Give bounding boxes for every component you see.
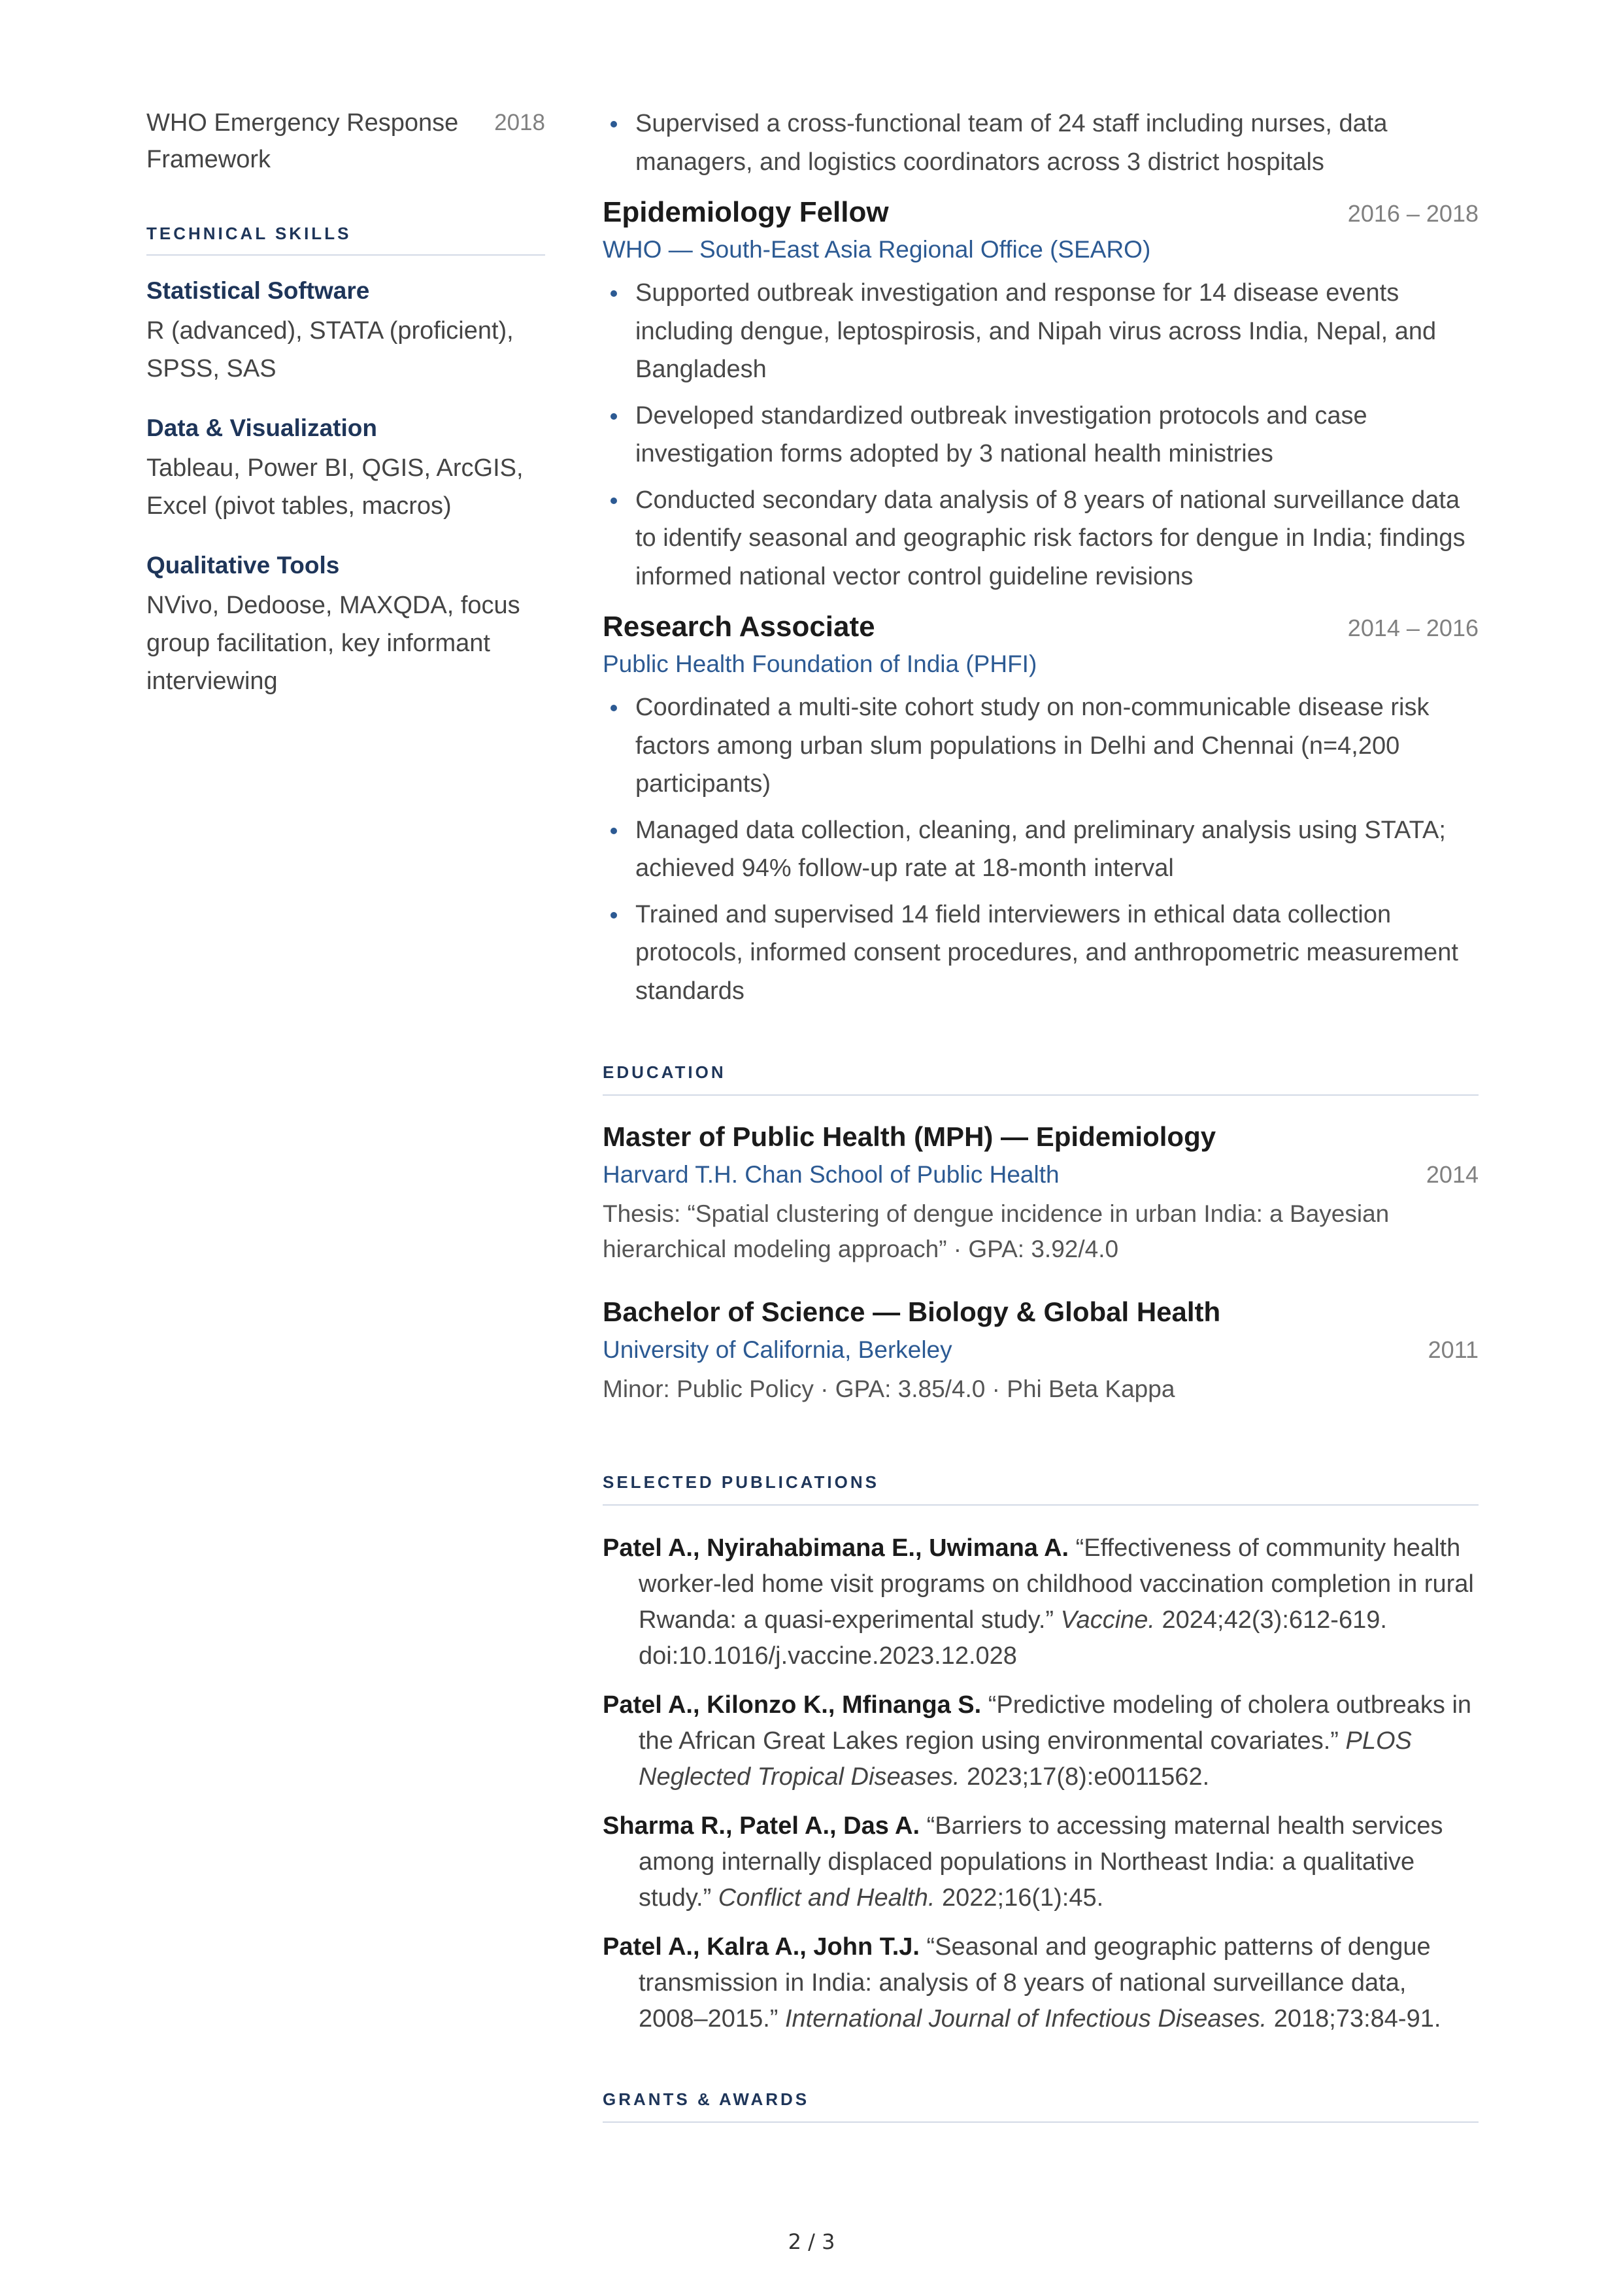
publication-item bbox=[603, 1808, 1479, 1916]
bullet-item: Developed standardized outbreak investigation protocols and case investigation forms adopted by 3 national health ministries bbox=[603, 397, 1479, 473]
page-number: 2 / 3 bbox=[788, 2229, 835, 2254]
education-heading: EDUCATION bbox=[603, 1062, 1479, 1096]
bullet-dot-icon bbox=[611, 705, 617, 711]
publication-item bbox=[603, 1929, 1479, 2037]
certification-entry bbox=[146, 105, 545, 178]
publication-citation: 2023;17(8):e0011562. bbox=[960, 1763, 1210, 1791]
skill-category-title: Statistical Software bbox=[146, 277, 370, 304]
publication-journal: PLOS Neglected Tropical Diseases. bbox=[639, 1727, 1412, 1791]
publication-title: “Seasonal and geographic patterns of dengue transmission in India: analysis of 8 years of national surveillance data, 2008–2015.” bbox=[639, 1933, 1431, 2033]
bullet-item: Coordinated a multi-site cohort study on non-communicable disease risk factors among urban slum populations in Delhi and Chennai (n=4,200 participants) bbox=[603, 688, 1479, 803]
skill-category-text: Tableau, Power BI, QGIS, ArcGIS, Excel (pivot tables, macros) bbox=[146, 454, 524, 520]
technical-skills-heading: TECHNICAL SKILLS bbox=[146, 224, 545, 256]
degree-detail: Minor: Public Policy · GPA: 3.85/4.0 · Phi Beta Kappa bbox=[603, 1376, 1175, 1402]
certification-name: WHO Emergency Response Framework bbox=[146, 109, 459, 173]
certification-year: 2018 bbox=[494, 110, 545, 135]
publication-title: “Effectiveness of community health worker-led home visit programs on childhood vaccination completion in rural Rwanda: a quasi-experimental study.” bbox=[639, 1534, 1474, 1634]
bullet-item: Conducted secondary data analysis of 8 years of national surveillance data to identify seasonal and geographic risk factors for dengue in India; findings informed national vector control guideline revisions bbox=[603, 481, 1479, 596]
publication-journal: Conflict and Health. bbox=[718, 1884, 935, 1912]
bullet-item: Supervised a cross-functional team of 24 staff including nurses, data managers, and logistics coordinators across 3 district hospitals bbox=[603, 105, 1479, 181]
grants-awards-heading: GRANTS & AWARDS bbox=[603, 2089, 1479, 2123]
publication-authors: Patel A., Nyirahabimana E., Uwimana A. bbox=[603, 1534, 1069, 1562]
school-name: University of California, Berkeley bbox=[603, 1336, 952, 1363]
right-column bbox=[603, 105, 1479, 2123]
publication-title: “Barriers to accessing maternal health services among internally displaced populations in Northeast India: a qualitative study.” bbox=[639, 1812, 1443, 1912]
degree-title: Master of Public Health (MPH) — Epidemiology bbox=[603, 1121, 1216, 1152]
degree-title: Bachelor of Science — Biology & Global Health bbox=[603, 1296, 1221, 1327]
skill-category bbox=[146, 411, 545, 525]
bullet-dot-icon bbox=[611, 912, 617, 919]
job-entry bbox=[603, 193, 1479, 596]
bullet-item: Managed data collection, cleaning, and preliminary analysis using STATA; achieved 94% follow-up rate at 18-month interval bbox=[603, 811, 1479, 888]
job-title: Epidemiology Fellow bbox=[603, 196, 889, 228]
publication-title: “Predictive modeling of cholera outbreaks in the African Great Lakes region using environmental covariates.” bbox=[639, 1691, 1472, 1755]
publication-journal: Vaccine. bbox=[1060, 1606, 1155, 1634]
publication-item bbox=[603, 1530, 1479, 1674]
bullet-dot-icon bbox=[611, 290, 617, 297]
publication-authors: Patel A., Kilonzo K., Mfinanga S. bbox=[603, 1691, 982, 1719]
bullet-dot-icon bbox=[611, 413, 617, 420]
school-name: Harvard T.H. Chan School of Public Health bbox=[603, 1161, 1060, 1188]
publication-list bbox=[603, 1530, 1479, 2037]
publication-journal: International Journal of Infectious Diseases. bbox=[784, 2005, 1267, 2033]
education-entry bbox=[603, 1118, 1479, 1267]
job-organization: Public Health Foundation of India (PHFI) bbox=[603, 650, 1037, 677]
graduation-year: 2014 bbox=[1426, 1161, 1479, 1188]
skill-category-title: Data & Visualization bbox=[146, 414, 377, 441]
bullet-dot-icon bbox=[611, 121, 617, 127]
bullet-dot-icon bbox=[611, 498, 617, 504]
skill-category-text: R (advanced), STATA (proficient), SPSS, SAS bbox=[146, 317, 514, 382]
publication-authors: Sharma R., Patel A., Das A. bbox=[603, 1812, 920, 1840]
graduation-year: 2011 bbox=[1428, 1336, 1479, 1363]
publication-item bbox=[603, 1687, 1479, 1795]
job-dates: 2016 – 2018 bbox=[1347, 200, 1479, 227]
bullet-dot-icon bbox=[611, 828, 617, 834]
skill-category-text: NVivo, Dedoose, MAXQDA, focus group facilitation, key informant interviewing bbox=[146, 592, 520, 695]
skill-category-title: Qualitative Tools bbox=[146, 552, 340, 579]
job-bullet-list bbox=[603, 688, 1479, 1010]
publication-citation: 2018;73:84-91. bbox=[1267, 2005, 1441, 2033]
job-organization: WHO — South-East Asia Regional Office (SEARO) bbox=[603, 236, 1151, 263]
left-column bbox=[146, 105, 545, 700]
publications-heading: SELECTED PUBLICATIONS bbox=[603, 1472, 1479, 1506]
job-bullet-list bbox=[603, 274, 1479, 596]
skill-category bbox=[146, 549, 545, 700]
job-entry bbox=[603, 607, 1479, 1010]
continued-bullet-list bbox=[603, 105, 1479, 181]
bullet-item: Trained and supervised 14 field interviewers in ethical data collection protocols, informed consent procedures, and anthropometric measurement standards bbox=[603, 896, 1479, 1011]
job-dates: 2014 – 2016 bbox=[1347, 615, 1479, 641]
education-entry bbox=[603, 1293, 1479, 1407]
publication-citation: 2024;42(3):612-619. doi:10.1016/j.vaccine.2023.12.028 bbox=[639, 1606, 1387, 1670]
skill-category bbox=[146, 274, 545, 388]
job-title: Research Associate bbox=[603, 611, 875, 643]
publication-citation: 2022;16(1):45. bbox=[935, 1884, 1104, 1912]
degree-detail: Thesis: “Spatial clustering of dengue incidence in urban India: a Bayesian hierarchical modeling approach” · GPA: 3.92/4.0 bbox=[603, 1200, 1390, 1262]
bullet-item: Supported outbreak investigation and response for 14 disease events including dengue, leptospirosis, and Nipah virus across India, Nepal, and Bangladesh bbox=[603, 274, 1479, 389]
publication-authors: Patel A., Kalra A., John T.J. bbox=[603, 1933, 920, 1961]
